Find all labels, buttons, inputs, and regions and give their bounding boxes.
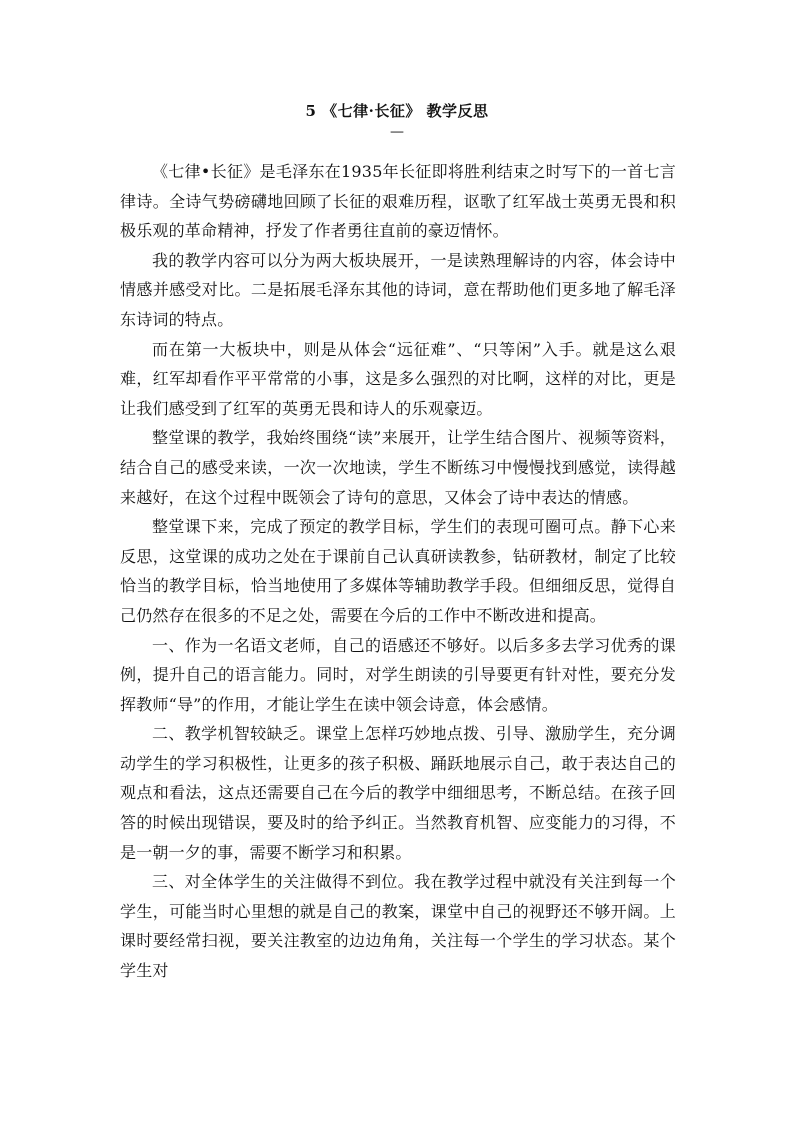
paragraph-reflection: 整堂课下来，完成了预定的教学目标，学生们的表现可圈可点。静下心来反思，这堂课的成功之处在于课前自己认真研读教参，钻研教材，制定了比较恰当的教学目标，恰当地使用了多媒体等辅助教学手段。但细细反思，觉得自己仍然存在很多的不足之处，需要在今后的工作中不断改进和提高。 (120, 517, 676, 625)
paragraph-point-two: 二、教学机智较缺乏。课堂上怎样巧妙地点拨、引导、激励学生，充分调动学生的学习积极性，让更多的孩子积极、踊跃地展示自己，敢于表达自己的观点和看法，这点还需要自己在今后的教学中细细思考，不断总结。在孩子回答的时候出现错误，要及时的给予纠正。当然教育机智、应变能力的习得，不是一朝一夕的事，需要不断学习和积累。 (120, 724, 676, 862)
title-divider: — (390, 124, 404, 140)
document-title: 5 《七律·长征》 教学反思 (305, 102, 489, 120)
paragraph-content-plan: 我的教学内容可以分为两大板块展开，一是读熟理解诗的内容，体会诗中情感并感受对比。二是拓展毛泽东其他的诗词，意在帮助他们更多地了解毛泽东诗词的特点。 (120, 250, 676, 329)
paragraph-reading: 整堂课的教学，我始终围绕“读”来展开，让学生结合图片、视频等资料，结合自己的感受来读，一次一次地读，学生不断练习中慢慢找到感觉，读得越来越好，在这个过程中既领会了诗句的意思，又体会了诗中表达的情感。 (120, 428, 676, 507)
document-body (120, 157, 676, 986)
paragraph-intro: 《七律•长征》是毛泽东在1935年长征即将胜利结束之时写下的一首七言律诗。全诗气势磅礴地回顾了长征的艰难历程，讴歌了红军战士英勇无畏和积极乐观的革命精神，抒发了作者勇往直前的豪迈情怀。 (120, 162, 676, 241)
paragraph-first-block: 而在第一大板块中，则是从体会“远征难”、“只等闲”入手。就是这么艰难，红军却看作平平常常的小事，这是多么强烈的对比啊，这样的对比，更是让我们感受到了红军的英勇无畏和诗人的乐观豪迈。 (120, 339, 676, 418)
paragraph-point-one: 一、作为一名语文老师，自己的语感还不够好。以后多多去学习优秀的课例，提升自己的语言能力。同时，对学生朗读的引导要更有针对性，要充分发挥教师“导”的作用，才能让学生在读中领会诗意，体会感情。 (120, 635, 676, 714)
paragraph-point-three: 三、对全体学生的关注做得不到位。我在教学过程中就没有关注到每一个学生，可能当时心里想的就是自己的教案，课堂中自己的视野还不够开阔。上课时要经常扫视，要关注教室的边边角角，关注每一个学生的学习状态。某个学生对 (120, 872, 676, 981)
